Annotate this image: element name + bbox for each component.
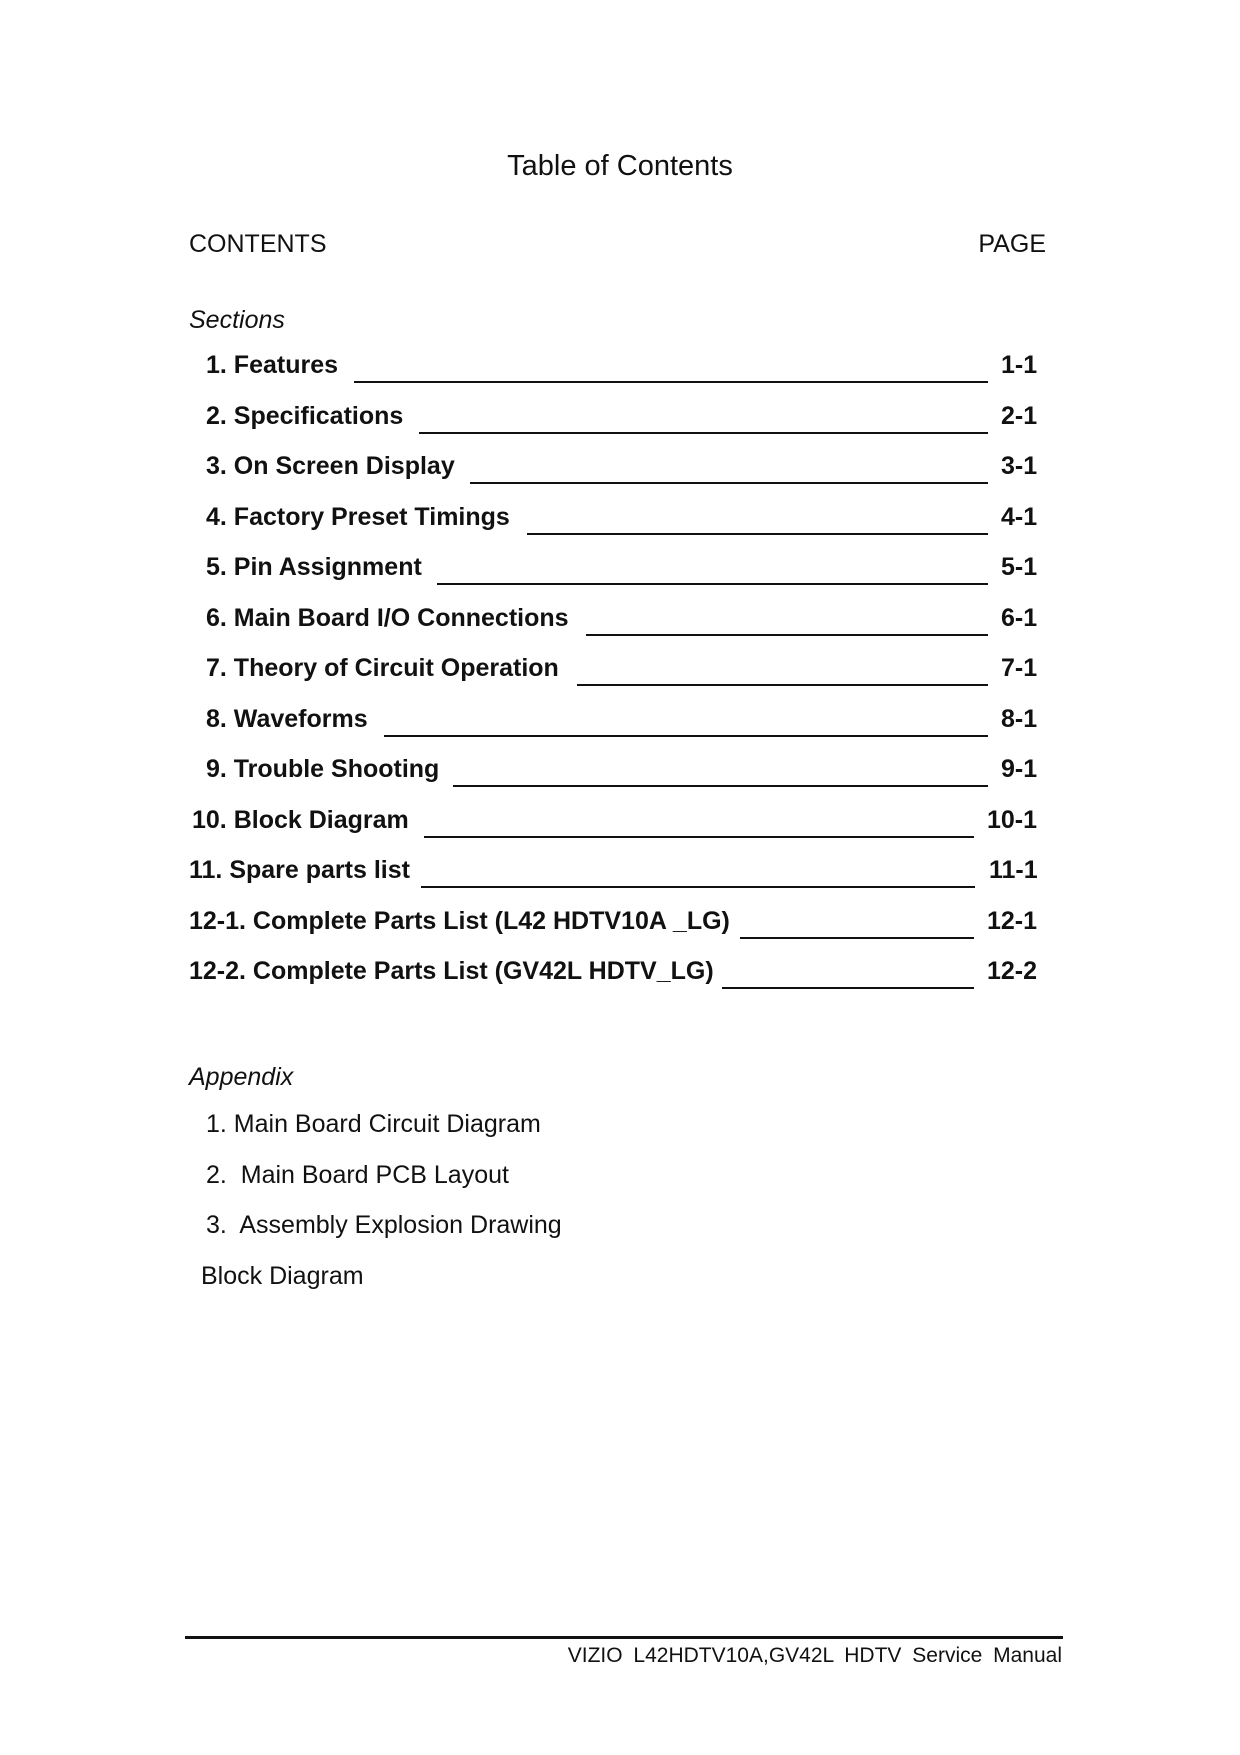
toc-leader (722, 987, 974, 989)
toc-entry[interactable] (0, 654, 1240, 694)
toc-entry[interactable] (0, 806, 1240, 846)
toc-entry[interactable] (0, 402, 1240, 442)
page-column-header: PAGE (978, 230, 1046, 258)
toc-leader (419, 432, 988, 434)
toc-entry[interactable] (0, 907, 1240, 947)
toc-entry[interactable] (0, 755, 1240, 795)
footer-divider (185, 1636, 1063, 1639)
appendix-item[interactable]: 3. Assembly Explosion Drawing (206, 1211, 562, 1239)
appendix-item[interactable]: Block Diagram (201, 1261, 364, 1290)
toc-entry-label: 11. Spare parts list (189, 856, 410, 884)
toc-leader (470, 482, 988, 484)
toc-leader (437, 583, 988, 585)
toc-entry-page: 6-1 (1001, 603, 1038, 632)
toc-entry-page: 11-1 (989, 856, 1038, 884)
toc-entry-label: 12-1. Complete Parts List (L42 HDTV10A _LG) (189, 906, 730, 935)
toc-entry[interactable] (0, 553, 1240, 593)
toc-entry[interactable] (0, 604, 1240, 644)
toc-leader (384, 735, 988, 737)
toc-entry[interactable] (0, 705, 1240, 745)
toc-entry-label: 7. Theory of Circuit Operation (206, 654, 559, 682)
toc-list (0, 351, 1240, 985)
toc-entry-label: 10. Block Diagram (192, 805, 409, 834)
toc-leader (577, 684, 988, 686)
sections-heading: Sections (189, 306, 285, 334)
appendix-item[interactable]: 2. Main Board PCB Layout (206, 1160, 509, 1189)
toc-leader (586, 634, 988, 636)
toc-entry-page: 1-1 (1001, 351, 1038, 379)
toc-entry-page: 9-1 (1001, 755, 1038, 783)
toc-entry[interactable] (0, 452, 1240, 492)
toc-entry-page: 12-1 (987, 906, 1038, 935)
toc-entry[interactable] (0, 957, 1240, 997)
toc-entry[interactable] (0, 856, 1240, 896)
contents-column-header: CONTENTS (189, 230, 327, 258)
toc-entry-page: 12-2 (987, 957, 1038, 985)
footer-manual-title: VIZIO L42HDTV10A,GV42L HDTV Service Manual (567, 1644, 1062, 1667)
toc-leader (354, 381, 988, 383)
page-title: Table of Contents (507, 150, 733, 182)
toc-entry-label: 2. Specifications (206, 401, 404, 430)
toc-entry-label: 3. On Screen Display (206, 452, 455, 480)
toc-leader (453, 785, 988, 787)
toc-entry-page: 10-1 (987, 805, 1038, 834)
toc-entry[interactable] (0, 503, 1240, 543)
toc-leader (424, 836, 974, 838)
toc-entry-label: 1. Features (206, 351, 339, 379)
toc-entry-page: 8-1 (1001, 704, 1038, 733)
toc-entry-page: 5-1 (1001, 553, 1038, 581)
toc-entry-label: 9. Trouble Shooting (206, 755, 440, 783)
toc-entry-label: 5. Pin Assignment (206, 553, 422, 581)
toc-entry-page: 7-1 (1001, 654, 1038, 682)
toc-entry-label: 6. Main Board I/O Connections (206, 603, 569, 632)
appendix-item[interactable]: 1. Main Board Circuit Diagram (206, 1110, 541, 1138)
appendix-heading: Appendix (189, 1063, 294, 1091)
toc-leader (527, 533, 988, 535)
toc-entry-label: 8. Waveforms (206, 704, 368, 733)
toc-leader (740, 937, 974, 939)
toc-entry[interactable] (0, 351, 1240, 391)
toc-entry-page: 2-1 (1001, 401, 1038, 430)
toc-entry-page: 3-1 (1001, 452, 1038, 480)
toc-entry-label: 12-2. Complete Parts List (GV42L HDTV_LG) (189, 957, 714, 985)
toc-entry-page: 4-1 (1001, 502, 1038, 531)
toc-leader (421, 886, 975, 888)
toc-entry-label: 4. Factory Preset Timings (206, 502, 510, 531)
